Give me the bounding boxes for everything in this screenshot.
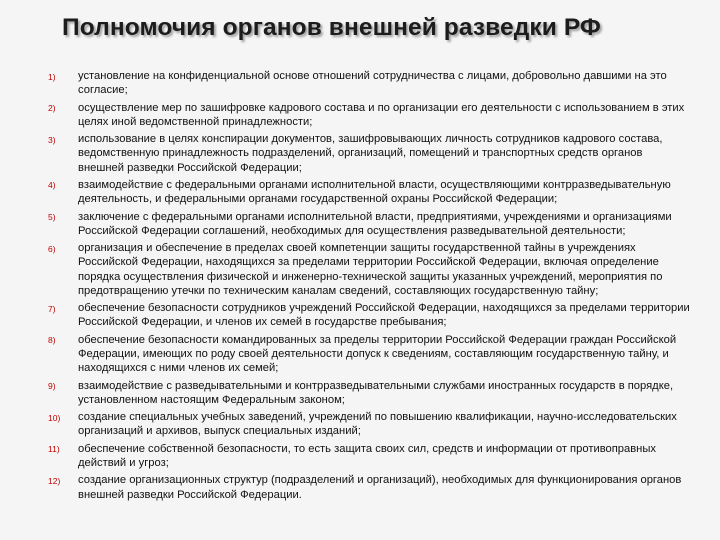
list-item <box>48 379 690 407</box>
list-item-number: 5) <box>48 212 56 223</box>
list-item-number: 7) <box>48 303 56 314</box>
list-item-number: 11) <box>48 444 60 455</box>
list-item-text: взаимодействие с федеральными органами исполнительной власти, осуществляющими контрразведывательную деятельность, и федеральными органами государственной охраны Российской Федерации; <box>78 178 671 206</box>
list-item-text: создание специальных учебных заведений, учреждений по повышению квалификации, научно-исследовательских организаций и архивов, выпуск специальных изданий; <box>78 411 677 438</box>
list-item-text: заключение с федеральными органами исполнительной власти, предприятиями, учреждениями и организациями Российской Федерации соглашений, необходимых для осуществления разведывательной деятельности; <box>78 210 672 237</box>
list-item-number: 9) <box>48 381 56 392</box>
slide-title: Полномочия органов внешней разведки РФ <box>62 14 601 41</box>
list-item-number: 4) <box>48 180 56 191</box>
list-item-number: 12) <box>48 475 61 486</box>
list-item-number: 3) <box>48 134 56 145</box>
list-item <box>48 210 690 238</box>
list-item <box>48 101 690 129</box>
list-item <box>48 473 690 501</box>
list-item-text: обеспечение собственной безопасности, то есть защита своих сил, средств и информации от противоправных действий и угроз; <box>78 442 656 469</box>
list-item-text: осуществление мер по зашифровке кадрового состава и по организации его деятельности с использованием в этих целях иной ведомственной принадлежности; <box>78 101 685 128</box>
list-item <box>48 69 690 97</box>
list-item-text: обеспечение безопасности командированных за пределы территории Российской Федерации граждан Российской Федерации, имеющих по роду своей деятельности допуск к сведениям, составляющим государственную тайну, и находящихся с ними членов их семей; <box>78 333 677 375</box>
list-item-number: 2) <box>48 103 56 114</box>
list-item <box>48 241 690 298</box>
list-item-number: 8) <box>48 335 56 346</box>
list-item <box>48 442 690 470</box>
list-item <box>48 333 690 376</box>
powers-list <box>48 69 690 505</box>
list-item <box>48 410 690 438</box>
list-item <box>48 132 690 175</box>
list-item-number: 6) <box>48 243 56 254</box>
list-item-text: взаимодействие с разведывательными и контрразведывательными службами иностранных государств в порядке, установленном настоящим Федеральным законом; <box>78 379 674 406</box>
list-item-text: обеспечение безопасности сотрудников учреждений Российской Федерации, находящихся за пределами территории Российской Федерации, и членов их семей в государстве пребывания; <box>78 302 690 329</box>
list-item-text: организация и обеспечение в пределах своей компетенции защиты государственной тайны в учреждениях Российской Федерации, находящихся за пределами территории Российской Федерации, включая определение порядка осуществления физической и инженерно-технической защиты указанных учреждений, мероприятия по предотвращению утечки по техническим каналам сведений, составляющих государственную тайну; <box>78 242 663 297</box>
list-item <box>48 301 690 329</box>
list-item-text: установление на конфиденциальной основе отношений сотрудничества с лицами, добровольно давшими на это согласие; <box>78 70 667 97</box>
list-item-text: использование в целях конспирации документов, зашифровывающих личность сотрудников кадрового состава, ведомственную принадлежность подразделений, организаций, помещений и транспортных средств органов внешней разведки Российской Федерации; <box>78 133 663 174</box>
list-item-number: 10) <box>48 412 61 423</box>
list-item-text: создание организационных структур (подразделений и организаций), необходимых для функционирования органов внешней разведки Российской Федерации. <box>78 474 682 501</box>
list-item-number: 1) <box>48 71 56 82</box>
list-item <box>48 178 690 206</box>
